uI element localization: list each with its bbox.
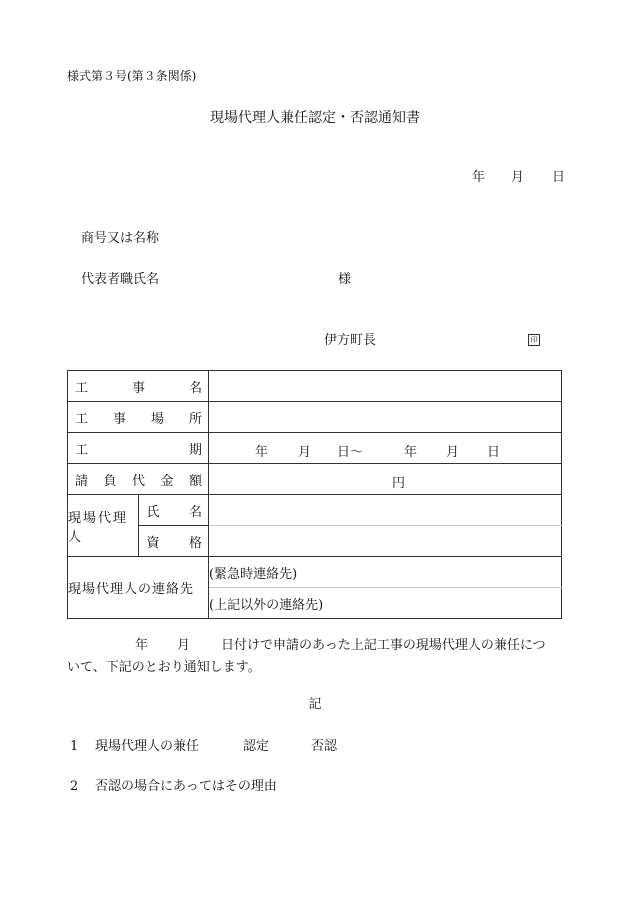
period-end-day: 日 [487,445,501,460]
label-agent-qualification: 資 格 [138,526,209,557]
document-title: 現場代理人兼任認定・否認通知書 [210,110,420,126]
form-number: 様式第３号(第３条関係) [67,69,197,83]
item-2-number: 2 [70,779,79,794]
date-day: 日 [552,170,566,185]
label-site-agent: 現場代理人 [68,495,139,557]
date-year: 年 [472,170,486,185]
amount-unit: 円 [392,476,406,491]
period-start-month: 月 [298,445,312,460]
period-start-year: 年 [255,445,269,460]
value-contract-amount[interactable] [209,464,562,495]
option-approved: 認定 [243,739,270,754]
ki-heading: 記 [308,697,322,712]
representative-label: 代表者職氏名 [81,272,160,287]
label-contract-amount: 請 負 代 金 額 [68,464,209,495]
row-agent-qualification [68,526,562,557]
row-contract-amount [68,464,562,495]
value-emergency-contact[interactable]: (緊急時連絡先) [209,557,562,588]
seal-mark [528,334,540,349]
date-month: 月 [511,170,525,185]
value-construction-site[interactable] [209,402,562,433]
item-1-text: 現場代理人の兼任 [95,739,200,754]
label-agent-name: 氏 名 [138,495,209,526]
label-construction-name: 工 事 名 [68,371,209,402]
period-end-month: 月 [446,445,460,460]
body-line1: 日付けで申請のあった上記工事の現場代理人の兼任につ [221,638,546,653]
value-agent-qualification[interactable] [209,526,562,557]
row-construction-period [68,433,562,464]
construction-info-table [67,370,562,619]
body-line2: いて、下記のとおり通知します。 [67,660,261,675]
row-contact-emergency [68,557,562,588]
label-agent-contact: 現場代理人の連絡先 [68,557,209,619]
option-denied: 否認 [311,739,338,754]
issuer-name: 伊方町長 [324,333,377,348]
label-construction-period: 工 期 [68,433,209,464]
row-agent-name [68,495,562,526]
body-month: 月 [177,638,191,653]
item-2-text: 否認の場合にあってはその理由 [95,779,277,794]
issue-date [0,171,630,185]
seal-icon: 印 [528,334,540,346]
value-construction-name[interactable] [209,371,562,402]
company-name-label: 商号又は名称 [81,231,160,246]
period-end-year: 年 [404,445,418,460]
period-start-day: 日〜 [337,445,364,460]
item-1-number: 1 [70,739,79,754]
body-year: 年 [135,638,149,653]
label-construction-site: 工 事 場 所 [68,402,209,433]
row-construction-site [68,402,562,433]
value-other-contact[interactable]: (上記以外の連絡先) [209,588,562,619]
value-agent-name[interactable] [209,495,562,526]
honorific: 様 [338,272,352,287]
value-construction-period[interactable] [209,433,562,464]
row-construction-name [68,371,562,402]
